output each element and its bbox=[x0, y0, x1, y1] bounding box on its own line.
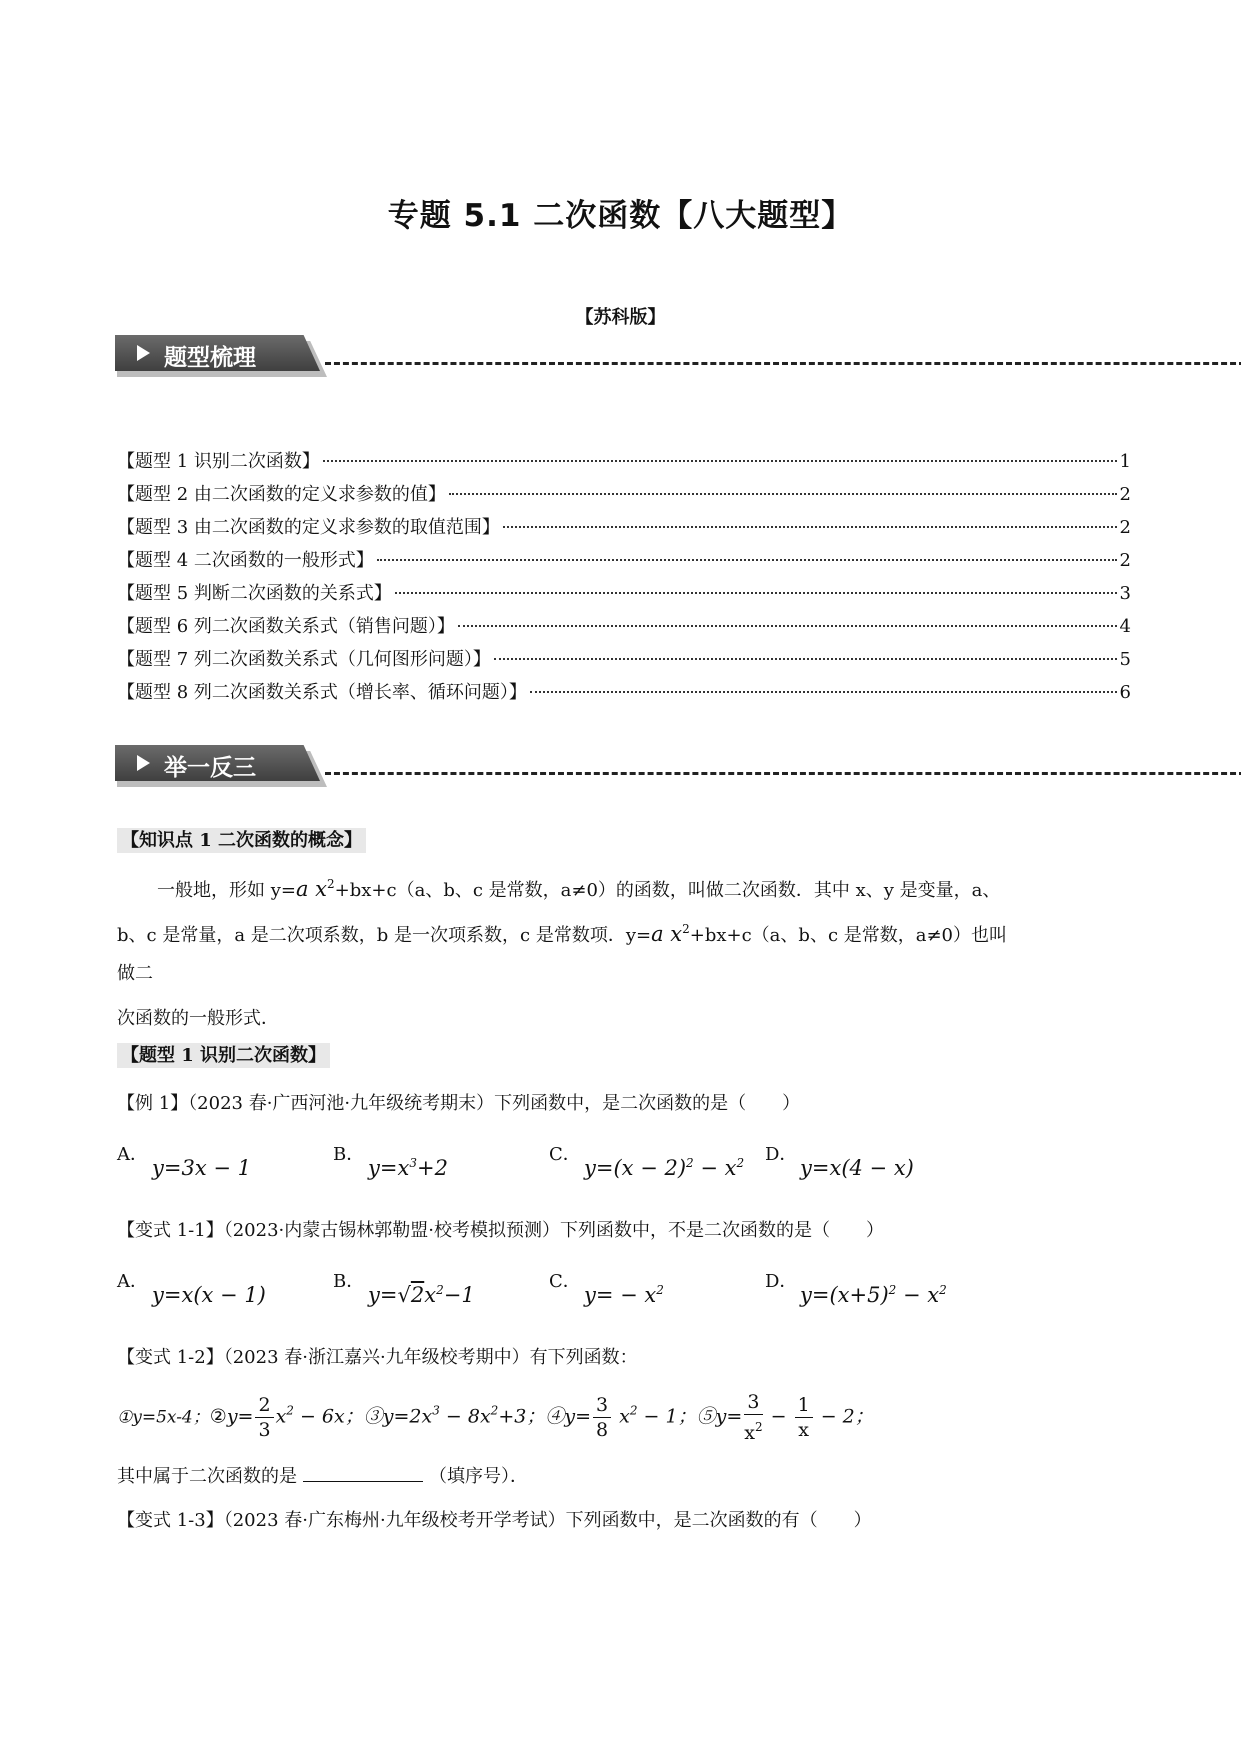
table-of-contents bbox=[117, 447, 1131, 711]
variant-1-2-stem: 【变式 1-2】（2023 春·浙江嘉兴·九年级校考期中）有下列函数： bbox=[117, 1347, 638, 1368]
toc-leader bbox=[377, 559, 1117, 561]
toc-leader bbox=[395, 592, 1117, 594]
formula-ax2: a $x^2$ bbox=[651, 922, 690, 946]
toc-entry[interactable]: 【题型 8 列二次函数关系式（增长率、循环问题）】 6 bbox=[117, 682, 1131, 703]
option-c-formula[interactable]: $y=(x - 2)^2 - x^2$ bbox=[584, 1156, 745, 1180]
toc-entry[interactable]: 【题型 6 列二次函数关系式（销售问题）】 4 bbox=[117, 616, 1131, 637]
variant-1-3-stem: 【变式 1-3】（2023 春·广东梅州·九年级校考开学考试）下列函数中，是二次函数的有（ ） bbox=[117, 1510, 872, 1531]
option-b-label: B． bbox=[333, 1144, 365, 1165]
answer-blank[interactable] bbox=[303, 1481, 423, 1482]
toc-leader bbox=[458, 625, 1117, 627]
play-triangle-icon bbox=[137, 755, 150, 771]
variant-1-1-stem: 【变式 1-1】（2023·内蒙古锡林郭勒盟·校考模拟预测）下列函数中，不是二次函数的是（ ） bbox=[117, 1220, 884, 1241]
option-d-label: D． bbox=[765, 1144, 798, 1165]
section-heading: 【题型 1 识别二次函数】 bbox=[117, 1045, 330, 1067]
toc-entry[interactable]: 【题型 4 二次函数的一般形式】 2 bbox=[117, 550, 1131, 571]
fraction-2-3: $\frac{2}{3}$ bbox=[255, 1393, 273, 1442]
option-a-formula[interactable]: y=3x − 1 bbox=[152, 1156, 251, 1180]
option-d-label: D． bbox=[765, 1271, 798, 1292]
option-c-formula[interactable]: $y= - x^2$ bbox=[584, 1283, 664, 1307]
knowledge-heading: 【知识点 1 二次函数的概念】 bbox=[117, 830, 366, 852]
edition-label: 【苏科版】 bbox=[575, 307, 666, 328]
option-a-label: A． bbox=[117, 1144, 148, 1165]
banner-question-types bbox=[115, 333, 1135, 377]
fraction-1-x: $\frac{1}{x}$ bbox=[795, 1393, 813, 1442]
banner-label: 题型梳理 bbox=[164, 345, 256, 371]
option-a-formula[interactable]: y=x(x − 1) bbox=[152, 1283, 266, 1307]
fraction-3-x2: $\frac{3}{x^2}$ bbox=[744, 1391, 763, 1444]
option-b-formula[interactable]: $y=√2x^2-1$ bbox=[368, 1283, 475, 1307]
option-d-formula[interactable]: y=x(4 − x) bbox=[800, 1156, 914, 1180]
knowledge-paragraph-line2: b、c 是常量，a 是二次项系数，b 是一次项系数，c 是常数项．y=a $x^2+bx+c(a$、b、c 是常数，a≠0）也叫 bbox=[117, 922, 1008, 946]
toc-leader bbox=[449, 493, 1117, 495]
option-b-formula[interactable]: $y=x^3+2$ bbox=[368, 1156, 448, 1180]
option-a-label: A． bbox=[117, 1271, 148, 1292]
option-b-label: B． bbox=[333, 1271, 365, 1292]
option-c-label: C． bbox=[549, 1271, 581, 1292]
option-c-label: C． bbox=[549, 1144, 581, 1165]
toc-leader bbox=[530, 691, 1117, 693]
knowledge-paragraph-line3: 做二 bbox=[117, 963, 153, 984]
knowledge-paragraph-line4: 次函数的一般形式． bbox=[117, 1008, 279, 1029]
variant-1-2-answer-line: 其中属于二次函数的是 （填序号）． bbox=[117, 1466, 528, 1487]
play-triangle-icon bbox=[137, 345, 150, 361]
example-1-stem: 【例 1】（2023 春·广西河池·九年级统考期末）下列函数中，是二次函数的是（ ） bbox=[117, 1093, 801, 1114]
knowledge-paragraph-line1: 一般地，形如 y=a $x^2+bx+c(a$、b、c 是常数，a≠0）的函数，叫做二次函数．其中 x、y 是变量，a、 bbox=[157, 877, 1001, 901]
banner-practice bbox=[115, 743, 1135, 787]
toc-leader bbox=[494, 658, 1117, 660]
toc-entry[interactable]: 【题型 7 列二次函数关系式（几何图形问题）】 5 bbox=[117, 649, 1131, 670]
fraction-3-8: $\frac{3}{8}$ bbox=[593, 1393, 611, 1442]
toc-leader bbox=[503, 526, 1117, 528]
toc-entry[interactable]: 【题型 2 由二次函数的定义求参数的值】 2 bbox=[117, 484, 1131, 505]
toc-entry[interactable]: 【题型 3 由二次函数的定义求参数的取值范围】 2 bbox=[117, 517, 1131, 538]
toc-leader bbox=[323, 460, 1117, 462]
toc-entry[interactable]: 【题型 5 判断二次函数的关系式】 3 bbox=[117, 583, 1131, 604]
dash-dot-divider bbox=[325, 362, 1241, 365]
dash-dot-divider bbox=[325, 772, 1241, 775]
option-d-formula[interactable]: $y=(x+5)^2 - x^2$ bbox=[800, 1283, 947, 1307]
formula-ax2: a $x^2$ bbox=[295, 877, 335, 901]
variant-1-2-functions: ①y=5x-4；②y= $\frac{2}{3}$ $x^2 - 6x$；$③y=2x^3 - 8x^2+3$；④y= $\frac{3}{8}$ $x^2 - 1$；⑤y= $\frac{3}{x^2}$ − $\frac{1}{x}$ − 2； bbox=[117, 1391, 874, 1444]
banner-label: 举一反三 bbox=[164, 755, 256, 781]
document-title: 专题 5.1 二次函数【八大题型】 bbox=[387, 198, 854, 234]
toc-entry[interactable]: 【题型 1 识别二次函数】 1 bbox=[117, 451, 1131, 472]
